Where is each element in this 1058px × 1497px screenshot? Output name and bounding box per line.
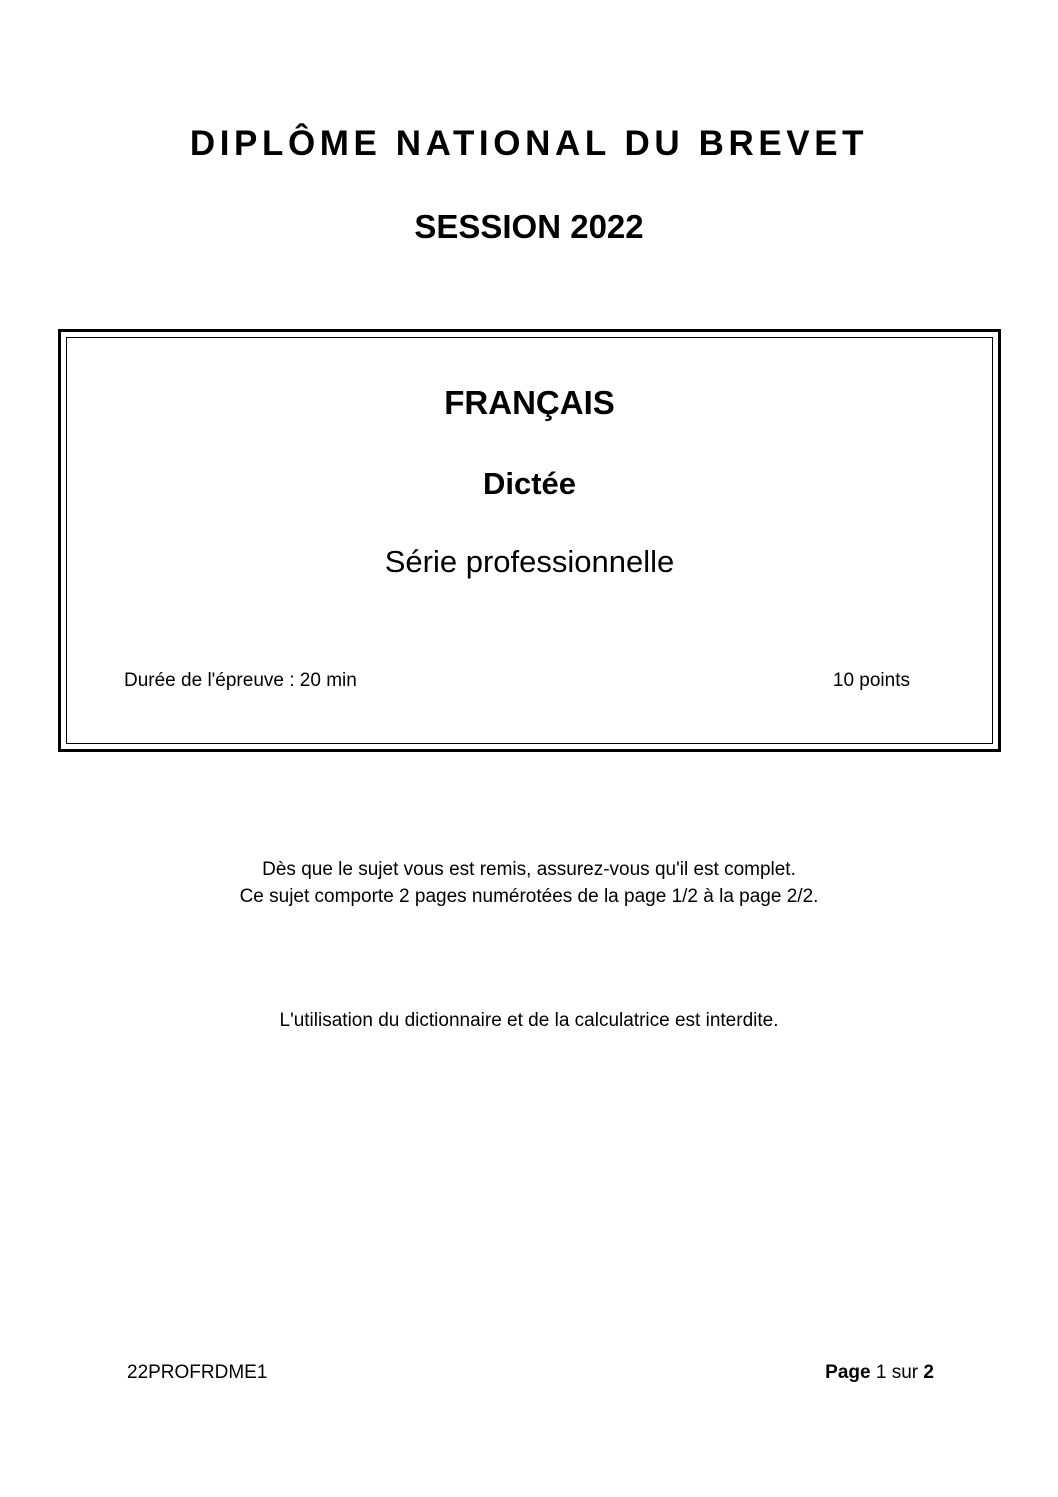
page-total: 2 bbox=[923, 1362, 934, 1383]
page-number bbox=[825, 1362, 934, 1384]
session-title: SESSION 2022 bbox=[414, 208, 644, 245]
page-of: sur bbox=[891, 1362, 919, 1383]
document-code: 22PROFRDME1 bbox=[127, 1362, 268, 1383]
page-current: 1 bbox=[875, 1362, 887, 1383]
instruction-line: Dès que le sujet vous est remis, assurez-vous qu'il est complet. bbox=[262, 859, 796, 880]
exam-info-box-inner-border bbox=[66, 337, 993, 744]
test-title: Dictée bbox=[482, 466, 577, 501]
rules-notice: L'utilisation du dictionnaire et de la calculatrice est interdite. bbox=[279, 1010, 779, 1031]
points-label: 10 points bbox=[832, 670, 910, 691]
document-title: DIPLÔME NATIONAL DU BREVET bbox=[189, 124, 869, 163]
instructions-block bbox=[0, 856, 1058, 910]
exam-info-box bbox=[58, 329, 1001, 752]
duration-label: Durée de l'épreuve : 20 min bbox=[124, 670, 357, 691]
page-word: Page bbox=[825, 1362, 871, 1383]
instruction-line: Ce sujet comporte 2 pages numérotées de la page 1/2 à la page 2/2. bbox=[239, 886, 819, 907]
series-label: Série professionnelle bbox=[384, 544, 675, 579]
subject-title: FRANÇAIS bbox=[444, 384, 615, 421]
